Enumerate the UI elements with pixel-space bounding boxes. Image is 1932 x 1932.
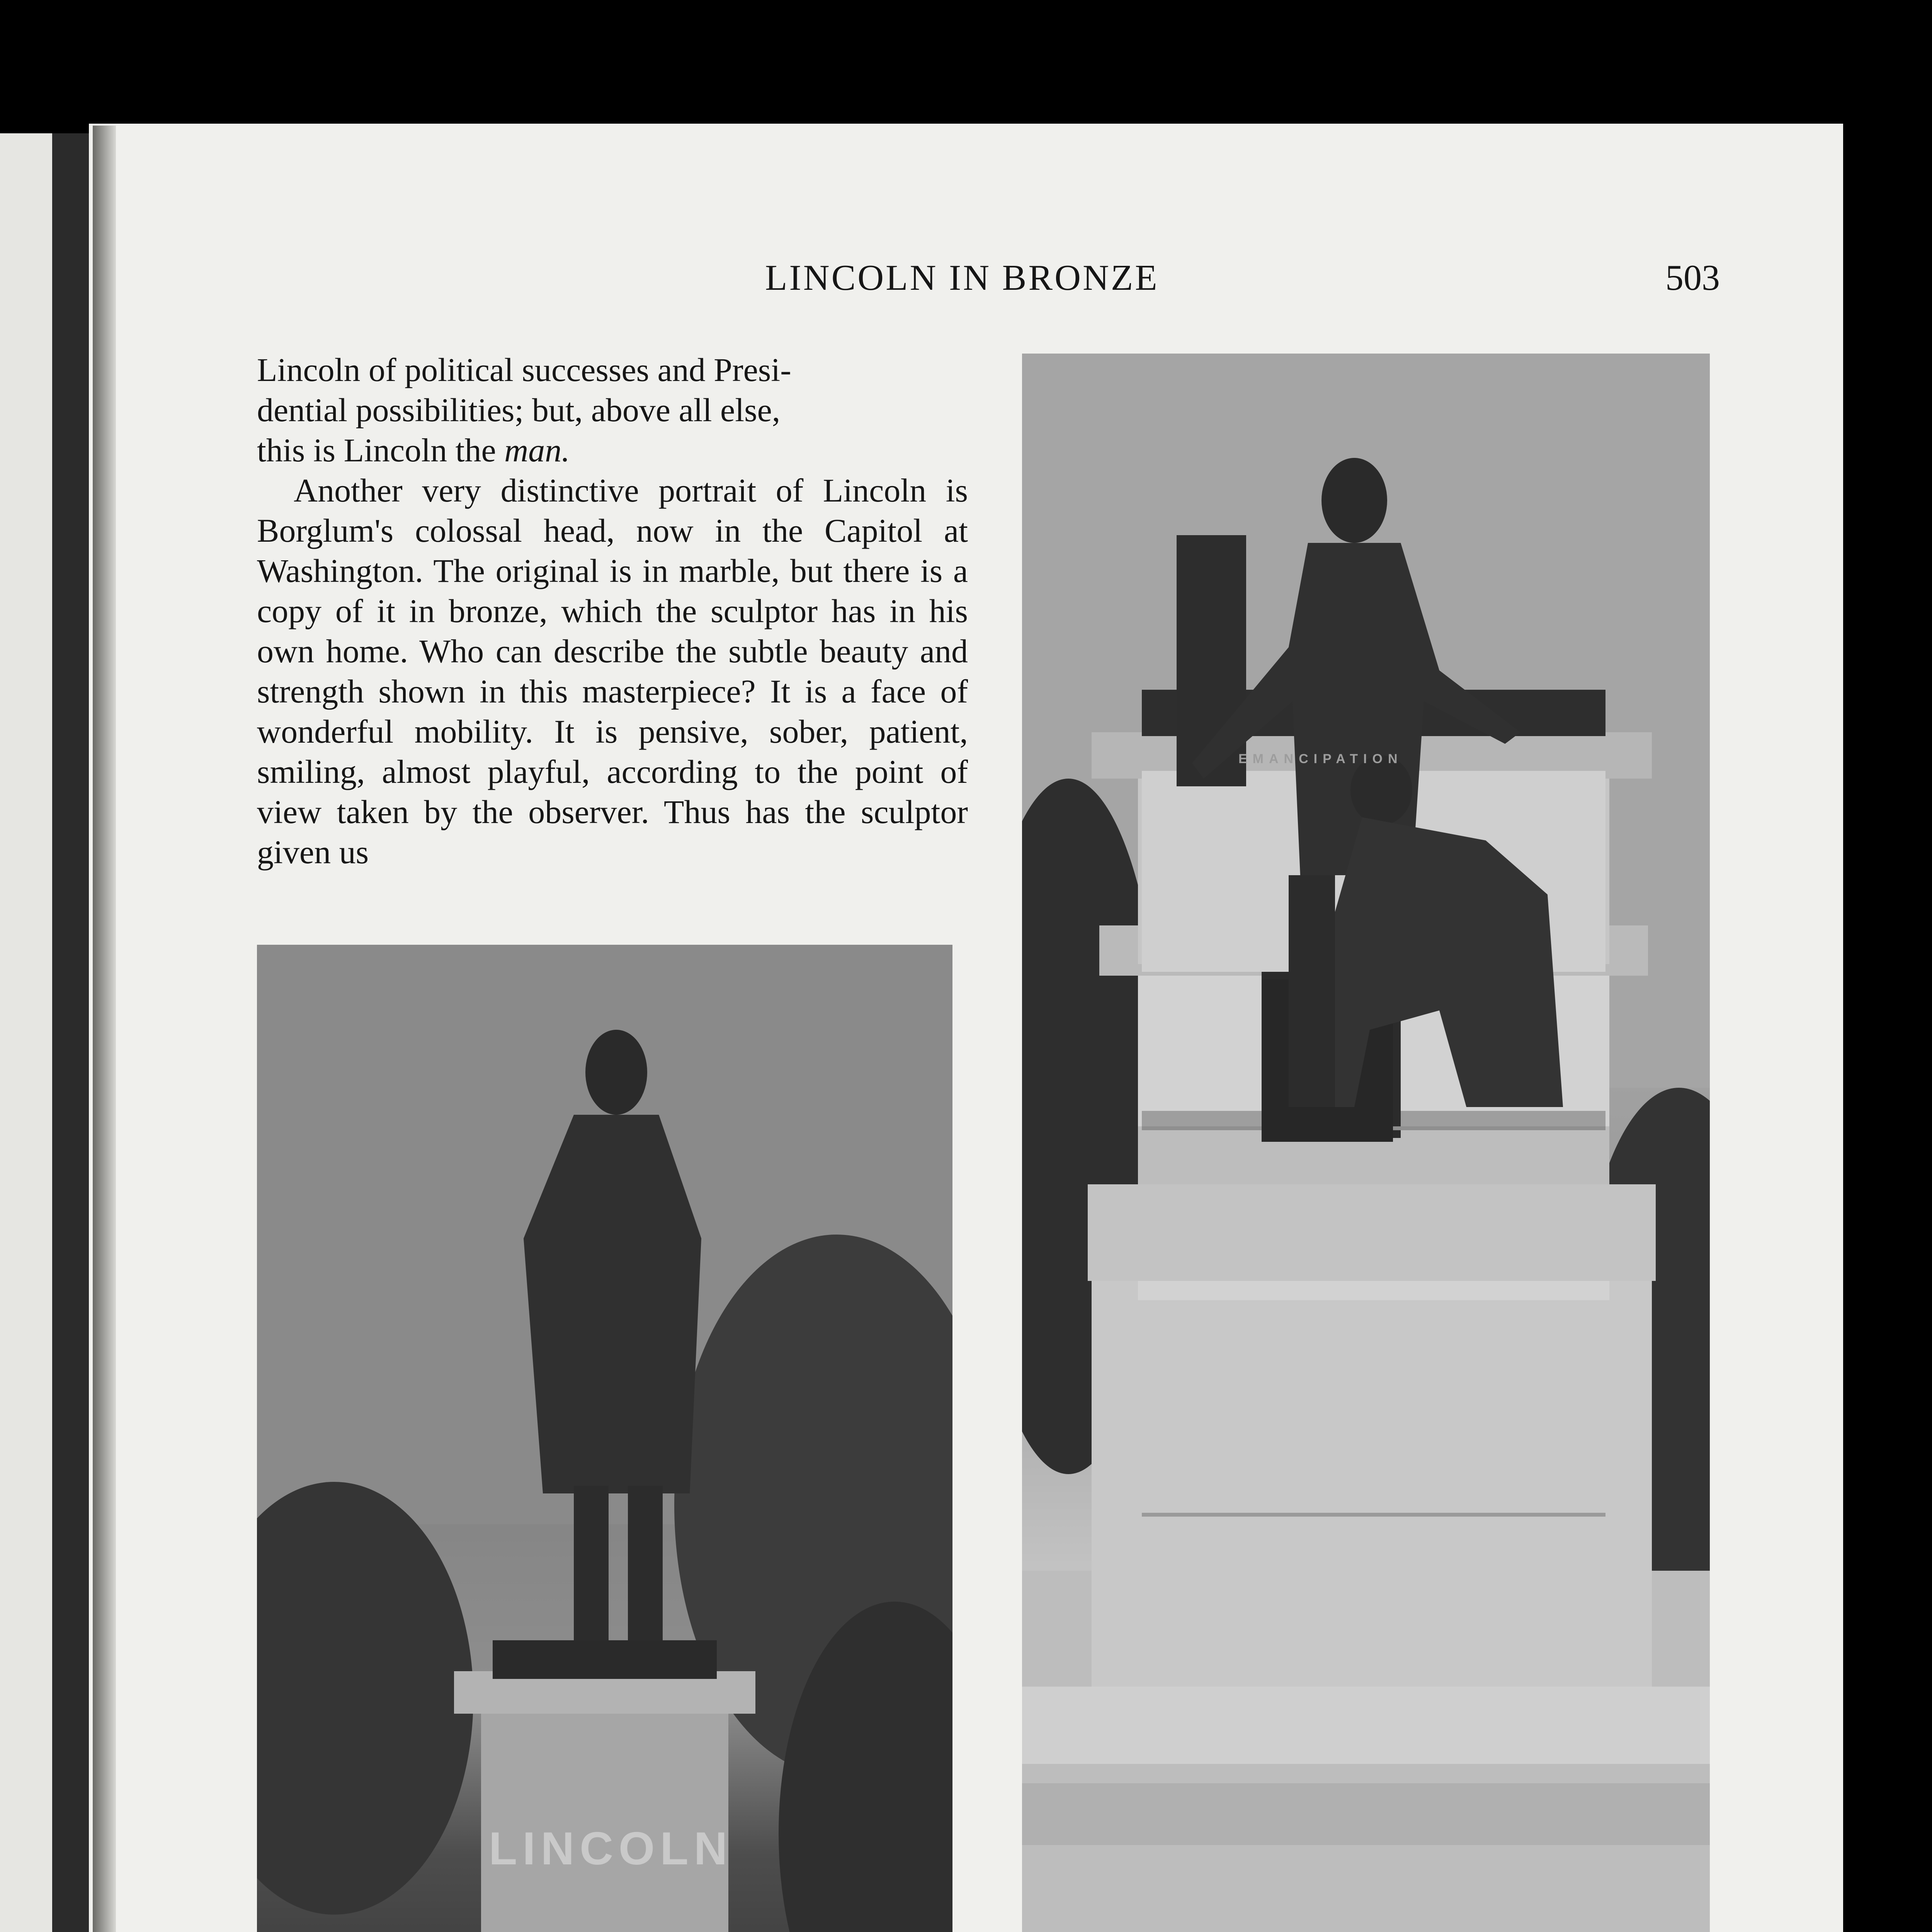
page-number: 503 bbox=[1665, 258, 1720, 298]
left-text-column bbox=[257, 350, 968, 872]
emancipation-statue-illustration bbox=[1022, 354, 1710, 1932]
facing-page-edge bbox=[0, 133, 52, 1932]
photo-omaha-lincoln-monument bbox=[257, 945, 952, 1932]
plinth-inscription: EMANCIPATION bbox=[1238, 752, 1403, 766]
omaha-statue-illustration bbox=[257, 945, 952, 1932]
emphasis-man: man. bbox=[504, 432, 570, 469]
paragraph-lincoln-man bbox=[257, 350, 968, 470]
line: this is Lincoln the bbox=[257, 432, 505, 469]
photo-emancipation-group bbox=[1022, 354, 1710, 1932]
line: dential possibilities; but, above all else, bbox=[257, 391, 781, 429]
line: Lincoln of political successes and Presi- bbox=[257, 351, 791, 388]
running-title: LINCOLN IN BRONZE bbox=[765, 258, 1159, 298]
gutter-shadow bbox=[93, 126, 116, 1932]
book-spine bbox=[52, 133, 93, 1932]
paragraph-borglum-head: Another very distinctive portrait of Lincoln is Borglum's colossal head, now in the Capitol at Washington. The original is in marble, but there is a copy of it in bronze, which the sculptor has in his own home. Who can describe the subtle beauty and strength shown in this masterpiece? It is a face of wonderful mobility. It is pensive, sober, patient, smiling, almost playful, according to the point of view taken by the observer. Thus has the sculptor given us bbox=[257, 472, 968, 871]
plinth-inscription: LINCOLN bbox=[489, 1823, 733, 1874]
